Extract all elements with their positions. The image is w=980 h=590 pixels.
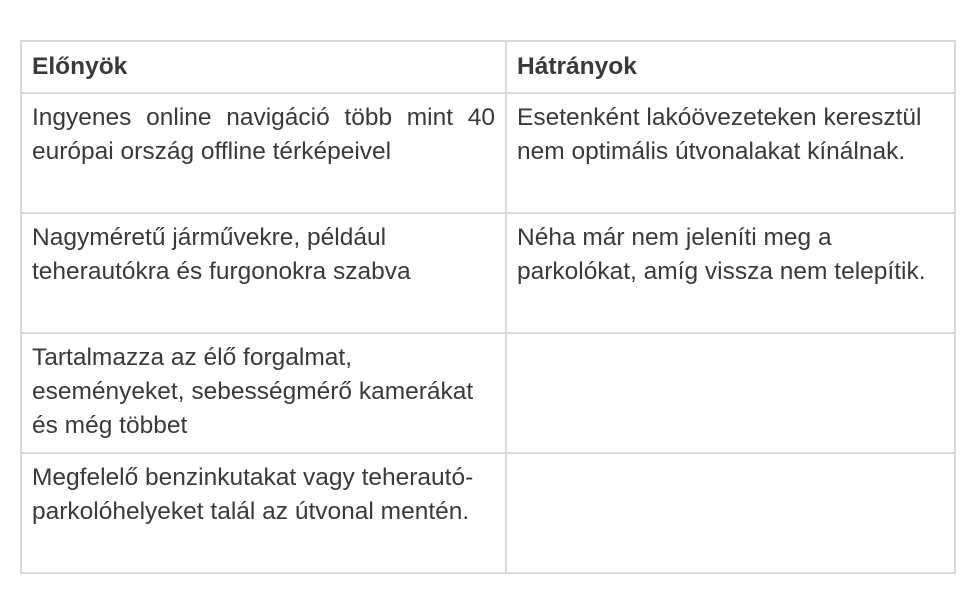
table-row	[21, 93, 955, 213]
table-row	[21, 333, 955, 453]
table-cell-pros: Nagyméretű járművekre, például teherautókra és furgonokra szabva	[21, 213, 506, 333]
pros-cons-table-container	[20, 40, 954, 574]
table-cell-cons: Esetenként lakóövezeteken keresztül nem optimális útvonalakat kínálnak.	[506, 93, 955, 213]
header-pros: Előnyök	[21, 41, 506, 93]
table-cell-cons	[506, 453, 955, 573]
pros-cons-table	[20, 40, 956, 574]
table-cell-cons	[506, 333, 955, 453]
table-cell-pros: Tartalmazza az élő forgalmat, eseményeket, sebességmérő kamerákat és még többet	[21, 333, 506, 453]
header-cons: Hátrányok	[506, 41, 955, 93]
table-row	[21, 453, 955, 573]
table-header-row	[21, 41, 955, 93]
table-cell-pros: Ingyenes online navigáció több mint 40 európai ország offline térképeivel	[21, 93, 506, 213]
table-cell-pros: Megfelelő benzinkutakat vagy teherautó-parkolóhelyeket talál az útvonal mentén.	[21, 453, 506, 573]
table-row	[21, 213, 955, 333]
table-cell-cons: Néha már nem jeleníti meg a parkolókat, amíg vissza nem telepítik.	[506, 213, 955, 333]
